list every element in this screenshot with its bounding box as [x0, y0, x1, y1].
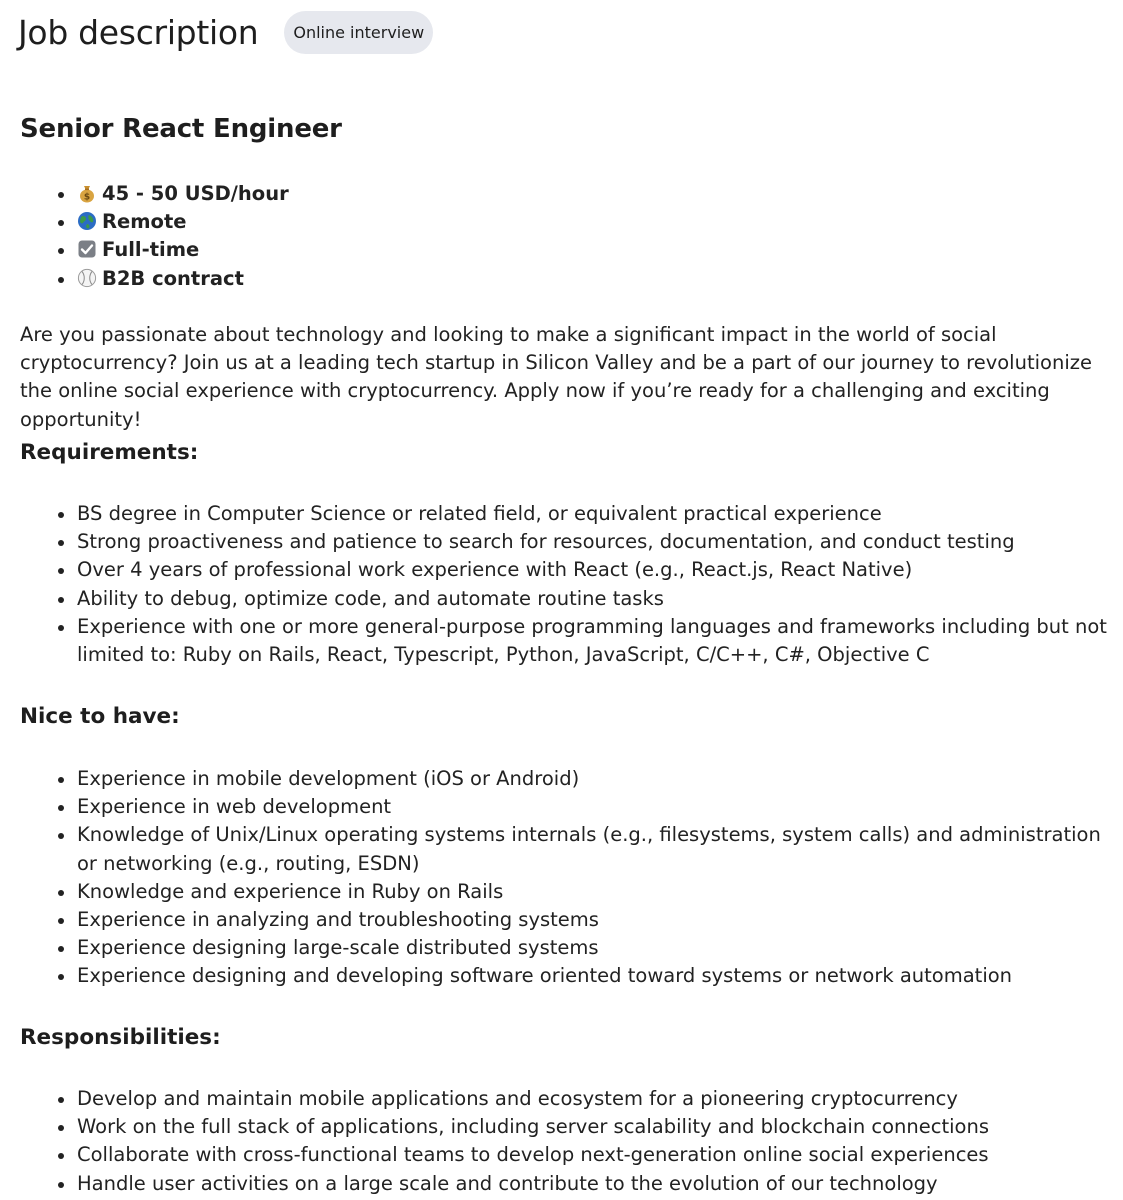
list-item: Handle user activities on a large scale and contribute to the evolution of our technology [20, 1170, 1115, 1198]
list-item: Work on the full stack of applications, including server scalability and blockchain connections [20, 1113, 1115, 1141]
list-item: Over 4 years of professional work experience with React (e.g., React.js, React Native) [20, 556, 1115, 584]
list-item: Experience in mobile development (iOS or Android) [20, 765, 1115, 793]
baseball-icon [77, 268, 97, 288]
job-description-page [18, 0, 1115, 1195]
job-meta-location [20, 208, 289, 236]
list-item: Strong proactiveness and patience to search for resources, documentation, and conduct testing [20, 528, 1115, 556]
list-item: Experience designing and developing software oriented toward systems or network automation [20, 962, 1115, 990]
checkbox-icon [77, 239, 97, 259]
globe-icon [77, 211, 97, 231]
list-item: Collaborate with cross-functional teams to develop next-generation online social experiences [20, 1141, 1115, 1169]
job-meta-label: 45 - 50 USD/hour [102, 182, 289, 205]
list-item: Knowledge and experience in Ruby on Rails [20, 878, 1115, 906]
list-item: Ability to debug, optimize code, and automate routine tasks [20, 585, 1115, 613]
job-meta-label: B2B contract [102, 266, 244, 290]
list-item: Experience in web development [20, 793, 1115, 821]
responsibilities-heading: Responsibilities: [20, 1025, 221, 1050]
page-header [20, 0, 1115, 68]
money-bag-icon [77, 183, 97, 203]
nice-to-have-heading: Nice to have: [20, 704, 180, 729]
interview-type-badge: Online interview [284, 11, 433, 54]
list-item: BS degree in Computer Science or related field, or equivalent practical experience [20, 500, 1115, 528]
list-item: Experience with one or more general-purpose programming languages and frameworks including but not limited to: Ruby on Rails, React, Typescript, Python, JavaScript, C/C++, C#, Objective C [20, 613, 1115, 669]
nice-to-have-list [20, 765, 1115, 991]
requirements-heading: Requirements: [20, 440, 199, 465]
job-meta-label: Full-time [102, 238, 200, 262]
job-meta-label: Remote [102, 210, 187, 234]
job-meta-salary [20, 180, 289, 208]
list-item: Experience in analyzing and troubleshooting systems [20, 906, 1115, 934]
job-intro-paragraph: Are you passionate about technology and looking to make a significant impact in the world of social cryptocurrency? Join us at a leading tech startup in Silicon Valley and be a part of our journey to revolutionize the online social experience with cryptocurrency. Apply now if you’re ready for a challenging and exciting opportunity! [20, 323, 1092, 431]
svg-text:$: $ [83, 192, 91, 203]
job-title: Senior React Engineer [20, 114, 342, 144]
responsibilities-list [20, 1085, 1115, 1198]
job-meta-list [20, 180, 289, 293]
requirements-list [20, 500, 1115, 669]
page-title: Job description [18, 13, 259, 52]
list-item: Experience designing large-scale distributed systems [20, 934, 1115, 962]
job-meta-schedule [20, 236, 289, 264]
job-meta-contract [20, 265, 289, 293]
list-item: Knowledge of Unix/Linux operating systems internals (e.g., filesystems, system calls) and administration or networking (e.g., routing, ESDN) [20, 821, 1115, 877]
list-item: Develop and maintain mobile applications and ecosystem for a pioneering cryptocurrency [20, 1085, 1115, 1113]
